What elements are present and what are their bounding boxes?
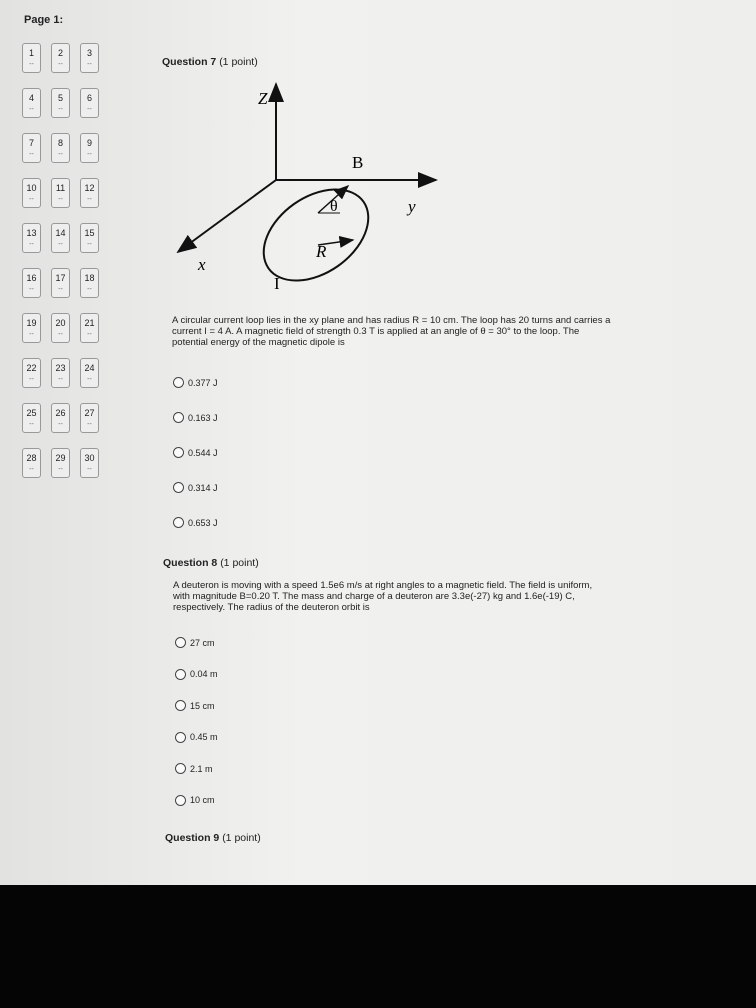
question-8-text: A deuteron is moving with a speed 1.5e6 m/s at right angles to a magnetic field. The field is uniform, with magnitude B=0.20 T. The mass and charge of a deuteron are 3.3e(-27) kg and 1.6e(-19) C, respectively. The radius of the deuteron orbit is bbox=[173, 580, 593, 613]
radio-button[interactable] bbox=[175, 637, 186, 648]
label-r: R bbox=[316, 242, 327, 261]
q7-option[interactable]: 0.653 J bbox=[173, 517, 218, 528]
nav-question-29[interactable]: 29 -- bbox=[51, 448, 70, 478]
nav-question-4[interactable]: 4 -- bbox=[22, 88, 41, 118]
nav-question-2[interactable]: 2 -- bbox=[51, 43, 70, 73]
radio-button[interactable] bbox=[175, 732, 186, 743]
q8-option[interactable]: 10 cm bbox=[175, 795, 215, 806]
radio-button[interactable] bbox=[173, 517, 184, 528]
radio-button[interactable] bbox=[175, 795, 186, 806]
q7-option[interactable]: 0.163 J bbox=[173, 412, 218, 423]
nav-question-25[interactable]: 25 -- bbox=[22, 403, 41, 433]
nav-question-7[interactable]: 7 -- bbox=[22, 133, 41, 163]
q8-option[interactable]: 27 cm bbox=[175, 637, 215, 648]
nav-question-13[interactable]: 13 -- bbox=[22, 223, 41, 253]
q7-option[interactable]: 0.377 J bbox=[173, 377, 218, 388]
nav-question-1[interactable]: 1 -- bbox=[22, 43, 41, 73]
magnetic-loop-diagram bbox=[160, 75, 460, 300]
q8-option[interactable]: 15 cm bbox=[175, 700, 215, 711]
q8-option[interactable]: 0.04 m bbox=[175, 669, 218, 680]
nav-question-23[interactable]: 23 -- bbox=[51, 358, 70, 388]
radio-button[interactable] bbox=[175, 763, 186, 774]
q8-option[interactable]: 0.45 m bbox=[175, 732, 218, 743]
q7-option[interactable]: 0.544 J bbox=[173, 447, 218, 458]
nav-question-11[interactable]: 11 -- bbox=[51, 178, 70, 208]
label-y: y bbox=[408, 197, 416, 216]
nav-question-20[interactable]: 20 -- bbox=[51, 313, 70, 343]
nav-question-21[interactable]: 21 -- bbox=[80, 313, 99, 343]
nav-question-27[interactable]: 27 -- bbox=[80, 403, 99, 433]
nav-question-30[interactable]: 30 -- bbox=[80, 448, 99, 478]
x-axis bbox=[178, 180, 276, 252]
nav-question-19[interactable]: 19 -- bbox=[22, 313, 41, 343]
radio-button[interactable] bbox=[173, 412, 184, 423]
nav-question-17[interactable]: 17 -- bbox=[51, 268, 70, 298]
screen-bezel bbox=[0, 885, 756, 1008]
question-navigator bbox=[22, 43, 101, 478]
q7-option[interactable]: 0.314 J bbox=[173, 482, 218, 493]
page-label: Page 1: bbox=[24, 14, 64, 26]
nav-question-15[interactable]: 15 -- bbox=[80, 223, 99, 253]
question-7-title: Question 7 (1 point) bbox=[162, 56, 258, 68]
nav-question-12[interactable]: 12 -- bbox=[80, 178, 99, 208]
current-loop bbox=[247, 171, 386, 300]
nav-question-10[interactable]: 10 -- bbox=[22, 178, 41, 208]
label-i: I bbox=[274, 274, 280, 293]
radio-button[interactable] bbox=[175, 700, 186, 711]
nav-question-18[interactable]: 18 -- bbox=[80, 268, 99, 298]
radio-button[interactable] bbox=[173, 377, 184, 388]
nav-question-8[interactable]: 8 -- bbox=[51, 133, 70, 163]
nav-question-22[interactable]: 22 -- bbox=[22, 358, 41, 388]
radio-button[interactable] bbox=[173, 447, 184, 458]
q8-option[interactable]: 2.1 m bbox=[175, 763, 213, 774]
nav-question-14[interactable]: 14 -- bbox=[51, 223, 70, 253]
label-b: B bbox=[352, 153, 364, 172]
label-z: Z bbox=[258, 89, 268, 108]
nav-question-16[interactable]: 16 -- bbox=[22, 268, 41, 298]
question-8-title: Question 8 (1 point) bbox=[163, 557, 259, 569]
nav-question-3[interactable]: 3 -- bbox=[80, 43, 99, 73]
nav-question-26[interactable]: 26 -- bbox=[51, 403, 70, 433]
label-theta: θ bbox=[330, 198, 338, 215]
radio-button[interactable] bbox=[175, 669, 186, 680]
radio-button[interactable] bbox=[173, 482, 184, 493]
label-x: x bbox=[198, 255, 206, 274]
nav-question-9[interactable]: 9 -- bbox=[80, 133, 99, 163]
question-7-text: A circular current loop lies in the xy plane and has radius R = 10 cm. The loop has 20 turns and carries a current I = 4 A. A magnetic field of strength 0.3 T is applied at an angle of θ = 30° to the loop. The potential energy of the magnetic dipole is bbox=[172, 315, 611, 348]
question-9-title: Question 9 (1 point) bbox=[165, 832, 261, 844]
nav-question-5[interactable]: 5 -- bbox=[51, 88, 70, 118]
nav-question-28[interactable]: 28 -- bbox=[22, 448, 41, 478]
nav-question-6[interactable]: 6 -- bbox=[80, 88, 99, 118]
nav-question-24[interactable]: 24 -- bbox=[80, 358, 99, 388]
